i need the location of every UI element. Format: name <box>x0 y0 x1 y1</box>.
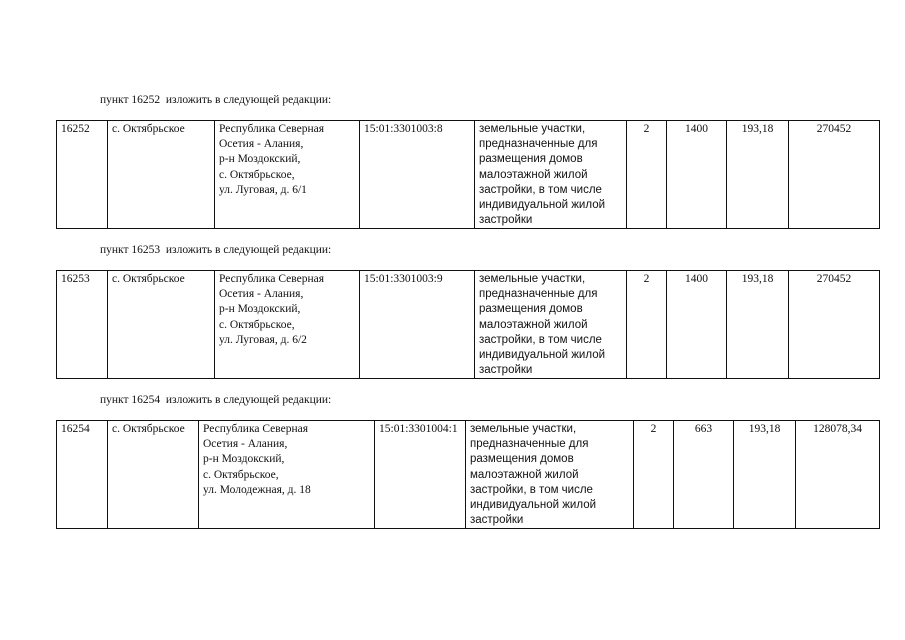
address-line: Осетия - Алания, <box>219 288 304 301</box>
value-cell: 128078,34 <box>796 421 880 529</box>
cadastral-number-cell: 15:01:3301004:1 <box>375 421 466 529</box>
address-cell <box>215 121 360 229</box>
value-cell: 270452 <box>789 121 880 229</box>
purpose-cell <box>475 271 627 379</box>
category-cell: 2 <box>627 121 667 229</box>
record-table <box>56 120 880 229</box>
purpose-line: застройки <box>479 364 533 377</box>
address-line: ул. Луговая, д. 6/1 <box>219 183 307 196</box>
section-intro: пункт 16254 изложить в следующей редакции: <box>100 394 332 406</box>
record-number: 16253 <box>57 271 108 379</box>
address-line: Республика Северная <box>219 123 325 135</box>
purpose-line: застройки, в том числе <box>470 483 593 496</box>
record-table <box>56 270 880 379</box>
purpose-line: земельные участки, <box>479 273 586 285</box>
record-number: 16254 <box>57 421 108 529</box>
purpose-line: индивидуальной жилой <box>479 349 606 362</box>
area-cell: 1400 <box>667 121 727 229</box>
purpose-line: предназначенные для <box>470 438 589 451</box>
settlement-cell: с. Октябрьское <box>108 271 215 379</box>
purpose-line: размещения домов <box>479 303 583 316</box>
table-row <box>57 271 880 379</box>
purpose-line: малоэтажной жилой <box>470 468 579 481</box>
purpose-line: индивидуальной жилой <box>479 199 606 212</box>
value-cell: 270452 <box>789 271 880 379</box>
area-cell: 1400 <box>667 271 727 379</box>
address-line: Республика Северная <box>203 423 309 435</box>
address-line: с. Октябрьское, <box>219 318 295 331</box>
record-table <box>56 420 880 529</box>
address-line: Осетия - Алания, <box>203 438 288 451</box>
purpose-line: застройки <box>479 214 533 227</box>
address-line: р-н Моздокский, <box>203 453 285 466</box>
address-line: р-н Моздокский, <box>219 153 301 166</box>
settlement-cell: с. Октябрьское <box>108 121 215 229</box>
address-line: Республика Северная <box>219 273 325 285</box>
address-line: ул. Луговая, д. 6/2 <box>219 333 307 346</box>
section-intro: пункт 16252 изложить в следующей редакции: <box>100 94 332 106</box>
purpose-line: малоэтажной жилой <box>479 318 588 331</box>
purpose-line: застройки, в том числе <box>479 183 602 196</box>
purpose-line: предназначенные для <box>479 288 598 301</box>
purpose-line: размещения домов <box>479 153 583 166</box>
rate-cell: 193,18 <box>727 271 789 379</box>
purpose-line: индивидуальной жилой <box>470 499 597 512</box>
address-line: Осетия - Алания, <box>219 138 304 151</box>
purpose-line: земельные участки, <box>470 423 577 435</box>
purpose-line: малоэтажной жилой <box>479 168 588 181</box>
section-intro: пункт 16253 изложить в следующей редакции: <box>100 244 332 256</box>
category-cell: 2 <box>627 271 667 379</box>
rate-cell: 193,18 <box>734 421 796 529</box>
settlement-cell: с. Октябрьское <box>108 421 199 529</box>
table-row <box>57 421 880 529</box>
rate-cell: 193,18 <box>727 121 789 229</box>
purpose-line: размещения домов <box>470 453 574 466</box>
table-row <box>57 121 880 229</box>
purpose-line: земельные участки, <box>479 123 586 135</box>
category-cell: 2 <box>634 421 674 529</box>
address-line: с. Октябрьское, <box>219 168 295 181</box>
cadastral-number-cell: 15:01:3301003:8 <box>360 121 475 229</box>
purpose-line: застройки, в том числе <box>479 333 602 346</box>
purpose-cell <box>475 121 627 229</box>
purpose-cell <box>466 421 634 529</box>
address-line: ул. Молодежная, д. 18 <box>203 483 311 496</box>
purpose-line: застройки <box>470 514 524 527</box>
cadastral-number-cell: 15:01:3301003:9 <box>360 271 475 379</box>
address-line: р-н Моздокский, <box>219 303 301 316</box>
purpose-line: предназначенные для <box>479 138 598 151</box>
record-number: 16252 <box>57 121 108 229</box>
address-line: с. Октябрьское, <box>203 468 279 481</box>
address-cell <box>215 271 360 379</box>
area-cell: 663 <box>674 421 734 529</box>
address-cell <box>199 421 375 529</box>
